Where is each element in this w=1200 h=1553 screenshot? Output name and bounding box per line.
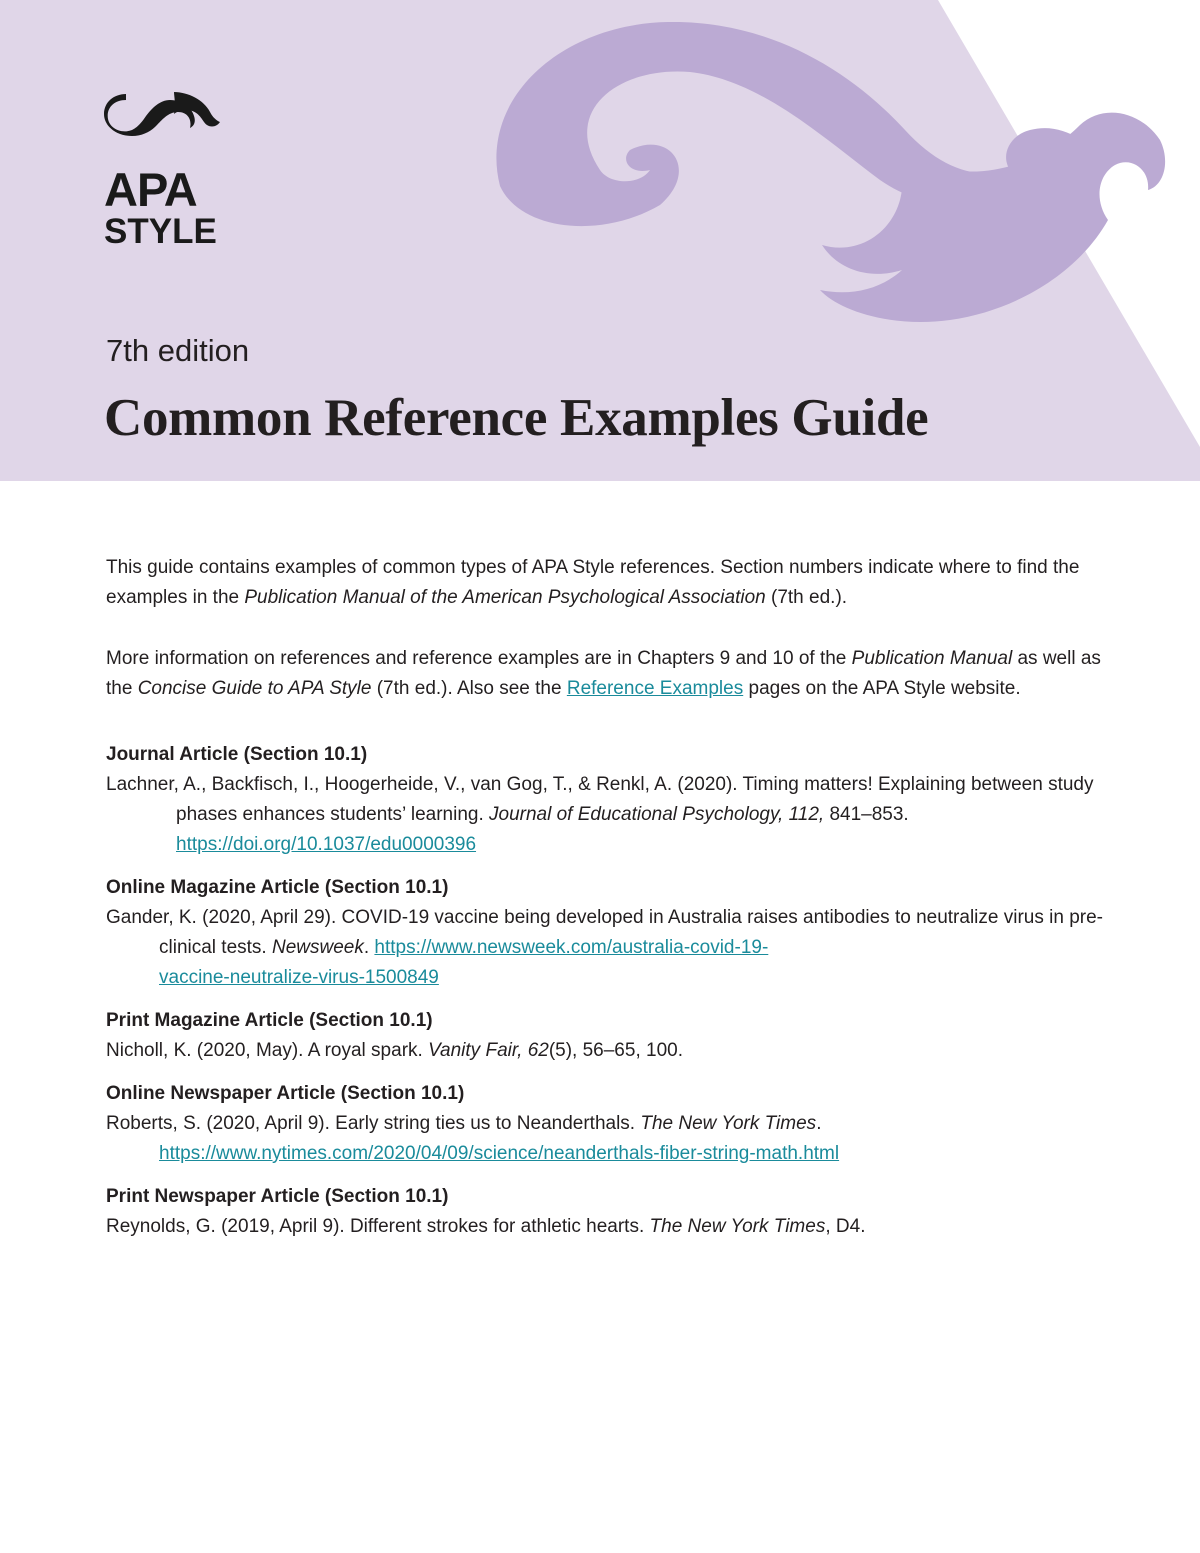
reference-entry: Lachner, A., Backfisch, I., Hoogerheide, V., van Gog, T., & Renkl, A. (2020). Timing matters! Explaining between study phases enhances students’ learning. Journal of Educational Psychology, 112, 841–853. https://doi.org/10.1037/edu0000396	[106, 774, 1094, 855]
reference-entry: Reynolds, G. (2019, April 9). Different strokes for athletic hearts. The New York Times, D4.	[106, 1216, 866, 1237]
reference-entry: Nicholl, K. (2020, May). A royal spark. Vanity Fair, 62(5), 56–65, 100.	[106, 1040, 683, 1061]
reference-entry: Gander, K. (2020, April 29). COVID-19 vaccine being developed in Australia raises antibodies to neutralize virus in pre-clinical tests. Newsweek. https://www.newsweek.com/australia-covid-19- vaccine-neutralize-virus-1500849	[106, 907, 1103, 988]
section-heading: Journal Article (Section 10.1)	[106, 744, 368, 765]
section-online-magazine-article	[106, 873, 1106, 993]
apa-style-logo	[104, 92, 228, 249]
intro-paragraph-1: This guide contains examples of common types of APA Style references. Section numbers indicate where to find the examples in the Publication Manual of the American Psychological Association (7th ed.).	[106, 557, 1080, 608]
doi-link[interactable]: https://doi.org/10.1037/edu0000396	[176, 834, 477, 855]
section-heading: Online Magazine Article (Section 10.1)	[106, 877, 449, 898]
intro-paragraph-2: More information on references and reference examples are in Chapters 9 and 10 of the Publication Manual as well as the Concise Guide to APA Style (7th ed.). Also see the Reference Examples pages on the APA Style website.	[106, 648, 1101, 699]
logo-apa-text: APA	[104, 163, 197, 216]
edition-label: 7th edition	[106, 333, 250, 368]
logo-style-text: STYLE	[104, 212, 217, 251]
section-heading: Print Newspaper Article (Section 10.1)	[106, 1186, 449, 1207]
reference-examples-link[interactable]: Reference Examples	[566, 678, 744, 699]
section-online-newspaper-article	[106, 1079, 1106, 1169]
apa-swirl-logo-icon	[104, 92, 220, 136]
section-heading: Online Newspaper Article (Section 10.1)	[106, 1083, 465, 1104]
reference-entry-link-line	[106, 1139, 1106, 1169]
newsweek-link[interactable]: https://www.newsweek.com/australia-covid-19-	[374, 937, 769, 958]
section-heading: Print Magazine Article (Section 10.1)	[106, 1010, 433, 1031]
page-title: Common Reference Examples Guide	[104, 389, 929, 447]
nytimes-link[interactable]: https://www.nytimes.com/2020/04/09/science/neanderthals-fiber-string-math.html	[159, 1143, 840, 1164]
header-band	[0, 0, 1200, 481]
newsweek-link-continued[interactable]: vaccine-neutralize-virus-1500849	[159, 967, 439, 988]
section-print-newspaper-article	[106, 1182, 1106, 1242]
section-journal-article	[106, 740, 1106, 860]
reference-entry: Roberts, S. (2020, April 9). Early string ties us to Neanderthals. The New York Times.	[106, 1113, 822, 1134]
section-print-magazine-article	[106, 1006, 1106, 1066]
main-content	[106, 553, 1106, 1255]
